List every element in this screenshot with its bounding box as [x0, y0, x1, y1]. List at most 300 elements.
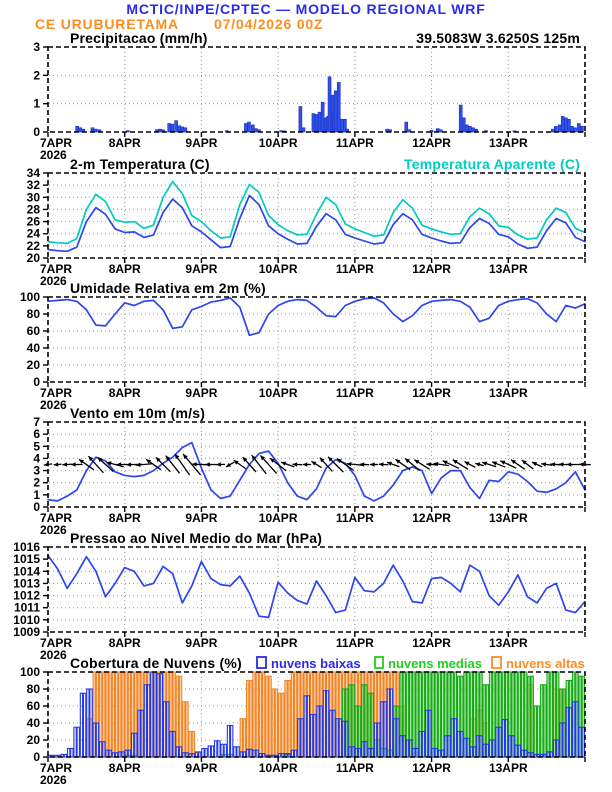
- cloud-bar-nuvens-baixas: [342, 721, 344, 757]
- pres-year-label: 2026: [40, 648, 67, 662]
- cloud-bar-nuvens-medias: [432, 672, 434, 757]
- precip-bar: [321, 102, 324, 132]
- clouds-ytick-label: 60: [26, 699, 40, 713]
- wind-ytick-label: 3: [33, 463, 40, 478]
- rh-line-0: [48, 298, 585, 335]
- cloud-bar-nuvens-baixas: [291, 750, 293, 757]
- cloud-bar-nuvens-altas: [269, 676, 271, 757]
- cloud-bar-nuvens-baixas: [394, 719, 396, 757]
- rh-xlabel: 13APR: [488, 386, 528, 400]
- precip-bar: [312, 114, 315, 132]
- clouds-year-label: 2026: [40, 773, 67, 787]
- temp-ytick-label: 30: [26, 190, 40, 205]
- cloud-bar-nuvens-baixas: [525, 750, 527, 757]
- cloud-bar-nuvens-baixas: [151, 672, 153, 757]
- temp-year-label: 2026: [40, 274, 67, 288]
- cloud-bar-nuvens-baixas: [368, 749, 370, 758]
- cloud-bar-nuvens-baixas: [125, 750, 127, 757]
- cloud-bar-nuvens-baixas: [55, 755, 57, 757]
- cloud-bar-nuvens-baixas: [410, 740, 412, 757]
- wind-arrow-head: [71, 462, 76, 466]
- pres-xlabel: 8APR: [108, 636, 141, 650]
- precip-bar: [551, 129, 554, 132]
- cloud-bar-nuvens-medias: [521, 672, 523, 757]
- cloud-bar-nuvens-medias: [537, 706, 539, 757]
- cloud-bar-nuvens-baixas: [330, 710, 332, 757]
- cloud-bar-nuvens-altas: [272, 689, 274, 757]
- pres-ytick-label: 1016: [13, 540, 40, 554]
- clouds-xlabel: 11APR: [335, 761, 374, 775]
- cloud-bar-nuvens-medias: [473, 672, 475, 757]
- wind-xlabel: 10APR: [258, 511, 298, 525]
- wind-year-label: 2026: [40, 523, 67, 537]
- cloud-bar-nuvens-baixas: [141, 710, 143, 757]
- precip-bar: [79, 128, 82, 132]
- clouds-ytick-label: 20: [26, 733, 40, 747]
- cloud-bar-nuvens-altas: [291, 672, 293, 757]
- cloud-bar-nuvens-medias: [438, 672, 440, 757]
- precip-bar: [247, 122, 250, 132]
- precip-xlabel: 13APR: [488, 136, 528, 150]
- cloud-bar-nuvens-baixas: [560, 723, 562, 757]
- cloud-bar-nuvens-baixas: [135, 733, 137, 757]
- cloud-bar-nuvens-baixas: [582, 727, 584, 757]
- cloud-bar-nuvens-baixas: [307, 696, 309, 757]
- precip-bar: [299, 107, 302, 133]
- cloud-bar-nuvens-baixas: [339, 719, 341, 757]
- wind-arrow-head: [426, 462, 431, 466]
- temp-line-0: [48, 196, 585, 252]
- panel-title-humidity: Umidade Relativa em 2m (%): [70, 280, 266, 296]
- cloud-bar-nuvens-altas: [250, 681, 252, 758]
- rh-xlabel: 10APR: [258, 386, 298, 400]
- pres-ytick-label: 1010: [13, 612, 40, 627]
- wind-ytick-label: 1: [33, 487, 40, 502]
- precip-xlabel: 12APR: [412, 136, 451, 150]
- cloud-bar-nuvens-baixas: [403, 736, 405, 757]
- pres-xlabel: 9APR: [185, 636, 218, 650]
- wind-arrow-head: [360, 462, 365, 466]
- cloud-bar-nuvens-baixas: [384, 702, 386, 757]
- temp-ytick-label: 26: [26, 214, 40, 229]
- precip-bar: [459, 105, 462, 132]
- clouds-xlabel: 7APR: [40, 761, 73, 775]
- cloud-bar-nuvens-baixas: [77, 727, 79, 757]
- cloud-bar-nuvens-altas: [240, 719, 242, 757]
- cloud-bar-nuvens-baixas: [163, 702, 165, 757]
- cloud-bar-nuvens-baixas: [317, 706, 319, 757]
- precip-bar: [340, 119, 343, 132]
- precip-xlabel: 7APR: [40, 136, 73, 150]
- cloud-bar-nuvens-baixas: [422, 732, 424, 758]
- wind-xlabel: 13APR: [488, 511, 528, 525]
- cloud-bar-nuvens-baixas: [429, 710, 431, 757]
- cloud-bar-nuvens-baixas: [378, 723, 380, 757]
- cloud-bar-nuvens-baixas: [87, 689, 89, 757]
- precip-bar: [168, 124, 171, 133]
- precip-xlabel: 9APR: [185, 136, 218, 150]
- rh-ytick-label: 40: [26, 341, 40, 355]
- cloud-bar-nuvens-baixas: [454, 719, 456, 757]
- wind-xlabel: 11APR: [335, 511, 374, 525]
- precip-year-label: 2026: [40, 148, 67, 162]
- precip-bar: [561, 116, 564, 132]
- rh-xlabel: 7APR: [40, 386, 73, 400]
- cloud-bar-nuvens-baixas: [406, 740, 408, 757]
- cloud-bar-nuvens-baixas: [326, 691, 328, 757]
- cloud-bar-nuvens-medias: [525, 672, 527, 757]
- wind-ytick-label: 7: [33, 415, 40, 429]
- cloud-bar-nuvens-baixas: [426, 710, 428, 757]
- cloud-bar-nuvens-baixas: [128, 750, 130, 757]
- temp-ytick-label: 24: [26, 226, 40, 241]
- temp-xlabel: 9APR: [185, 262, 218, 276]
- pres-ytick-label: 1012: [13, 588, 40, 603]
- wind-arrow-head: [281, 462, 286, 466]
- temp-ytick-label: 20: [26, 251, 40, 265]
- wind-arrow-head: [579, 462, 584, 466]
- cloud-bar-nuvens-baixas: [413, 749, 415, 758]
- cloud-bar-nuvens-baixas: [457, 732, 459, 758]
- cloud-bar-nuvens-baixas: [489, 740, 491, 757]
- cloud-bar-nuvens-baixas: [68, 749, 70, 758]
- wind-xlabel: 7APR: [40, 511, 73, 525]
- cloud-bar-nuvens-baixas: [512, 736, 514, 757]
- cloud-bar-nuvens-baixas: [138, 710, 140, 757]
- precip-bar: [564, 118, 567, 132]
- cloud-bar-nuvens-medias: [528, 676, 530, 757]
- cloud-bar-nuvens-baixas: [253, 750, 255, 757]
- cloud-bar-nuvens-baixas: [218, 741, 220, 757]
- cloud-bar-nuvens-baixas: [176, 747, 178, 757]
- cloud-bar-nuvens-baixas: [496, 727, 498, 757]
- cloud-bar-nuvens-baixas: [250, 749, 252, 757]
- rh-xlabel: 11APR: [335, 386, 374, 400]
- pres-ytick-label: 1015: [13, 552, 40, 567]
- cloud-bar-nuvens-baixas: [208, 746, 210, 757]
- temp-ytick-label: 22: [26, 238, 40, 253]
- cloud-bar-nuvens-baixas: [358, 749, 360, 758]
- wind-arrow-head: [303, 462, 308, 466]
- precip-bar: [468, 126, 471, 132]
- temp-xlabel: 11APR: [335, 262, 374, 276]
- cloud-bar-nuvens-baixas: [247, 749, 249, 757]
- cloud-bar-nuvens-baixas: [509, 736, 511, 757]
- cloud-bar-nuvens-baixas: [310, 715, 312, 758]
- apparent-temperature-legend: Temperatura Aparente (C): [404, 156, 580, 172]
- wind-arrow-head: [550, 462, 555, 466]
- wind-ytick-label: 0: [33, 500, 40, 514]
- cloud-bar-nuvens-medias: [515, 672, 517, 757]
- cloud-bar-nuvens-baixas: [467, 738, 469, 757]
- precip-xlabel: 10APR: [258, 136, 298, 150]
- cloud-bar-nuvens-baixas: [400, 736, 402, 757]
- clouds-ytick-label: 80: [26, 682, 40, 696]
- precip-bar: [171, 124, 174, 132]
- cloud-bar-nuvens-baixas: [381, 702, 383, 757]
- cloud-bar-nuvens-baixas: [256, 750, 258, 757]
- temp-line-1: [48, 182, 585, 244]
- precip-bar: [580, 126, 583, 132]
- cloud-bar-nuvens-baixas: [320, 706, 322, 757]
- precip-bar: [462, 118, 465, 132]
- precip-ytick-label: 2: [33, 68, 40, 83]
- wind-arrow-head: [126, 462, 131, 466]
- cloud-bar-nuvens-baixas: [234, 747, 236, 757]
- precip-bar: [328, 77, 331, 132]
- cloud-bar-nuvens-medias: [470, 672, 472, 757]
- cloud-bar-nuvens-baixas: [374, 723, 376, 757]
- wind-arrow-head: [205, 462, 210, 466]
- cloud-bar-nuvens-medias: [442, 672, 444, 757]
- wind-arrow-head: [567, 462, 572, 466]
- cloud-bar-nuvens-baixas: [371, 749, 373, 758]
- cloud-bar-nuvens-altas: [278, 693, 280, 757]
- panel-title-wind: Vento em 10m (m/s): [70, 405, 206, 421]
- pres-frame: [48, 547, 585, 632]
- cloud-bar-nuvens-baixas: [438, 750, 440, 757]
- clouds-xlabel: 13APR: [488, 761, 528, 775]
- cloud-bar-nuvens-altas: [294, 672, 296, 757]
- cloud-bar-nuvens-baixas: [483, 744, 485, 757]
- cloud-bar-nuvens-baixas: [314, 715, 316, 758]
- cloud-bar-nuvens-baixas: [84, 693, 86, 757]
- cloud-bar-nuvens-baixas: [499, 727, 501, 757]
- precip-bar: [175, 121, 178, 132]
- cloud-bar-nuvens-medias: [518, 672, 520, 757]
- precip-ytick-label: 3: [33, 40, 40, 54]
- cloud-bar-nuvens-altas: [282, 693, 284, 757]
- cloud-bar-nuvens-medias: [416, 672, 418, 757]
- wind-arrow-head: [216, 462, 221, 466]
- cloud-bar-nuvens-baixas: [464, 738, 466, 757]
- cloud-bar-nuvens-baixas: [106, 750, 108, 757]
- cloud-bar-nuvens-baixas: [349, 747, 351, 757]
- precip-ytick-label: 0: [33, 125, 40, 139]
- cloud-bar-nuvens-baixas: [419, 732, 421, 758]
- precip-bar: [318, 112, 321, 132]
- cloud-bar-nuvens-medias: [531, 676, 533, 757]
- cloud-bar-nuvens-baixas: [154, 672, 156, 757]
- cloud-bar-nuvens-altas: [125, 672, 127, 757]
- cloud-bar-nuvens-baixas: [294, 750, 296, 757]
- cloud-bar-nuvens-baixas: [566, 708, 568, 757]
- cloud-bar-nuvens-medias: [371, 693, 373, 757]
- cloud-bar-nuvens-medias: [541, 685, 543, 757]
- cloud-bar-nuvens-baixas: [298, 719, 300, 757]
- cloud-bar-nuvens-baixas: [477, 736, 479, 757]
- cloud-bar-nuvens-medias: [349, 685, 351, 757]
- cloud-bar-nuvens-altas: [247, 681, 249, 758]
- cloud-bar-nuvens-baixas: [205, 749, 207, 758]
- cloud-bar-nuvens-baixas: [445, 736, 447, 757]
- precip-bar: [315, 114, 318, 132]
- cloud-bar-nuvens-baixas: [355, 749, 357, 758]
- cloud-bar-nuvens-altas: [183, 702, 185, 757]
- cloud-bar-nuvens-altas: [119, 672, 121, 757]
- cloud-bar-nuvens-baixas: [493, 740, 495, 757]
- pres-ytick-label: 1013: [13, 576, 40, 591]
- pres-xlabel: 7APR: [40, 636, 73, 650]
- cloud-bar-nuvens-baixas: [579, 727, 581, 757]
- cloud-bar-nuvens-altas: [263, 672, 265, 757]
- cloud-bar-nuvens-baixas: [435, 749, 437, 758]
- cloud-bar-nuvens-baixas: [352, 747, 354, 757]
- cloud-bar-nuvens-altas: [256, 672, 258, 757]
- precip-bar: [178, 126, 181, 132]
- precip-bar: [465, 125, 468, 132]
- cloud-bar-nuvens-baixas: [346, 721, 348, 757]
- precip-bar: [567, 119, 570, 132]
- legend-swatch-low-clouds-icon: [257, 657, 266, 668]
- wind-arrow-head: [379, 462, 384, 466]
- wind-arrow-head: [136, 463, 141, 467]
- pres-xlabel: 10APR: [258, 636, 298, 650]
- rh-ytick-label: 100: [19, 290, 40, 304]
- temp-xlabel: 12APR: [412, 262, 451, 276]
- cloud-bar-nuvens-altas: [288, 681, 290, 758]
- temp-ytick-label: 34: [26, 166, 40, 180]
- pres-xlabel: 11APR: [335, 636, 374, 650]
- cloud-bar-nuvens-baixas: [470, 747, 472, 757]
- precip-bar: [405, 122, 408, 132]
- cloud-bar-nuvens-altas: [122, 672, 124, 757]
- cloud-bar-nuvens-baixas: [109, 750, 111, 757]
- cloud-bar-nuvens-baixas: [480, 736, 482, 757]
- cloud-bar-nuvens-baixas: [528, 753, 530, 757]
- cloud-bar-nuvens-baixas: [237, 747, 239, 757]
- precip-bar: [554, 126, 557, 132]
- cloud-bar-nuvens-baixas: [336, 719, 338, 757]
- clouds-xlabel: 10APR: [258, 761, 298, 775]
- cloud-bar-nuvens-baixas: [71, 749, 73, 758]
- clouds-ytick-label: 100: [19, 665, 40, 679]
- temp-ytick-label: 28: [26, 202, 40, 217]
- cloud-bar-nuvens-altas: [179, 676, 181, 757]
- cloud-bar-nuvens-baixas: [448, 736, 450, 757]
- cloud-bar-nuvens-baixas: [167, 702, 169, 757]
- cloud-bar-nuvens-baixas: [365, 742, 367, 757]
- rh-frame: [48, 297, 585, 382]
- precip-bar: [337, 82, 340, 132]
- cloud-bar-nuvens-baixas: [442, 750, 444, 757]
- wind-arrow-head: [54, 462, 59, 466]
- rh-xlabel: 9APR: [185, 386, 218, 400]
- pres-xlabel: 13APR: [488, 636, 528, 650]
- cloud-bar-nuvens-baixas: [397, 719, 399, 757]
- wind-arrow-head: [62, 462, 67, 466]
- wind-line-0: [48, 443, 585, 501]
- precip-bar: [334, 91, 337, 132]
- model-run-datetime: 07/04/2026 00Z: [214, 16, 324, 32]
- cloud-bar-nuvens-medias: [534, 706, 536, 757]
- legend-swatch-mid-clouds-icon: [375, 657, 383, 668]
- cloud-bar-nuvens-altas: [128, 672, 130, 757]
- cloud-bar-nuvens-altas: [243, 719, 245, 757]
- cloud-bar-nuvens-baixas: [387, 689, 389, 757]
- cloud-bar-nuvens-baixas: [451, 719, 453, 757]
- cloud-bar-nuvens-baixas: [173, 732, 175, 758]
- clouds-xlabel: 8APR: [108, 761, 141, 775]
- rh-ytick-label: 80: [26, 307, 40, 321]
- station-coordinates: 39.5083W 3.6250S 125m: [416, 30, 580, 46]
- cloud-bar-nuvens-baixas: [573, 702, 575, 757]
- panel-title-clouds: Cobertura de Nuvens (%): [70, 655, 242, 671]
- wind-ytick-label: 4: [33, 451, 40, 466]
- pres-ytick-label: 1011: [13, 600, 40, 615]
- cloud-bar-nuvens-altas: [253, 672, 255, 757]
- wind-xlabel: 9APR: [185, 511, 218, 525]
- cloud-bar-nuvens-baixas: [390, 689, 392, 757]
- cloud-bar-nuvens-baixas: [553, 740, 555, 757]
- legend-label-mid-clouds: nuvens medias: [388, 656, 482, 671]
- pres-ytick-label: 1009: [13, 625, 40, 639]
- cloud-bar-nuvens-baixas: [99, 742, 101, 757]
- precip-bar: [570, 126, 573, 132]
- cloud-bar-nuvens-baixas: [333, 710, 335, 757]
- cloud-bar-nuvens-baixas: [74, 727, 76, 757]
- cloud-bar-nuvens-altas: [106, 672, 108, 757]
- cloud-bar-nuvens-altas: [266, 676, 268, 757]
- wind-ytick-label: 5: [33, 439, 40, 454]
- cloud-bar-nuvens-altas: [275, 689, 277, 757]
- cloud-bar-nuvens-baixas: [304, 696, 306, 757]
- rh-ytick-label: 20: [26, 358, 40, 372]
- cloud-bar-nuvens-altas: [115, 672, 117, 757]
- cloud-bar-nuvens-baixas: [486, 744, 488, 757]
- cloud-bar-nuvens-baixas: [179, 747, 181, 757]
- cloud-bar-nuvens-baixas: [521, 750, 523, 757]
- wind-arrow-head: [559, 462, 564, 466]
- cloud-bar-nuvens-baixas: [215, 741, 217, 757]
- cloud-bar-nuvens-baixas: [224, 744, 226, 757]
- legend-label-high-clouds: nuvens altas: [506, 656, 585, 671]
- wind-arrow-head: [370, 462, 375, 466]
- temp-ytick-label: 32: [26, 178, 40, 193]
- cloud-bar-nuvens-baixas: [227, 726, 229, 757]
- cloud-bar-nuvens-altas: [176, 676, 178, 757]
- cloud-bar-nuvens-baixas: [221, 744, 223, 757]
- temp-xlabel: 7APR: [40, 262, 73, 276]
- cloud-bar-nuvens-baixas: [90, 689, 92, 757]
- cloud-bar-nuvens-baixas: [544, 754, 546, 757]
- page-title: MCTIC/INPE/CPTEC — MODELO REGIONAL WRF: [126, 1, 486, 17]
- cloud-bar-nuvens-baixas: [131, 733, 133, 757]
- panel-title-temperature: 2-m Temperatura (C): [70, 156, 210, 172]
- clouds-xlabel: 12APR: [412, 761, 451, 775]
- precip-bar: [251, 125, 254, 132]
- legend-swatch-high-clouds-icon: [492, 657, 501, 668]
- precip-bar: [577, 124, 580, 133]
- precip-bar: [558, 125, 561, 132]
- pres-line-0: [48, 556, 585, 618]
- temp-xlabel: 10APR: [258, 262, 298, 276]
- cloud-bar-nuvens-baixas: [202, 749, 204, 758]
- precip-bar: [439, 130, 442, 132]
- cloud-bar-nuvens-baixas: [515, 745, 517, 757]
- temp-xlabel: 8APR: [108, 262, 141, 276]
- rh-xlabel: 12APR: [412, 386, 451, 400]
- precip-bar: [76, 126, 79, 132]
- cloud-bar-nuvens-baixas: [502, 720, 504, 757]
- panel-title-precip: Precipitacao (mm/h): [70, 30, 208, 46]
- cloud-bar-nuvens-baixas: [569, 708, 571, 757]
- precip-ytick-label: 1: [33, 96, 40, 111]
- wind-xlabel: 8APR: [108, 511, 141, 525]
- cloud-bar-nuvens-baixas: [362, 742, 364, 757]
- clouds-ytick-label: 0: [33, 750, 40, 764]
- precip-xlabel: 8APR: [108, 136, 141, 150]
